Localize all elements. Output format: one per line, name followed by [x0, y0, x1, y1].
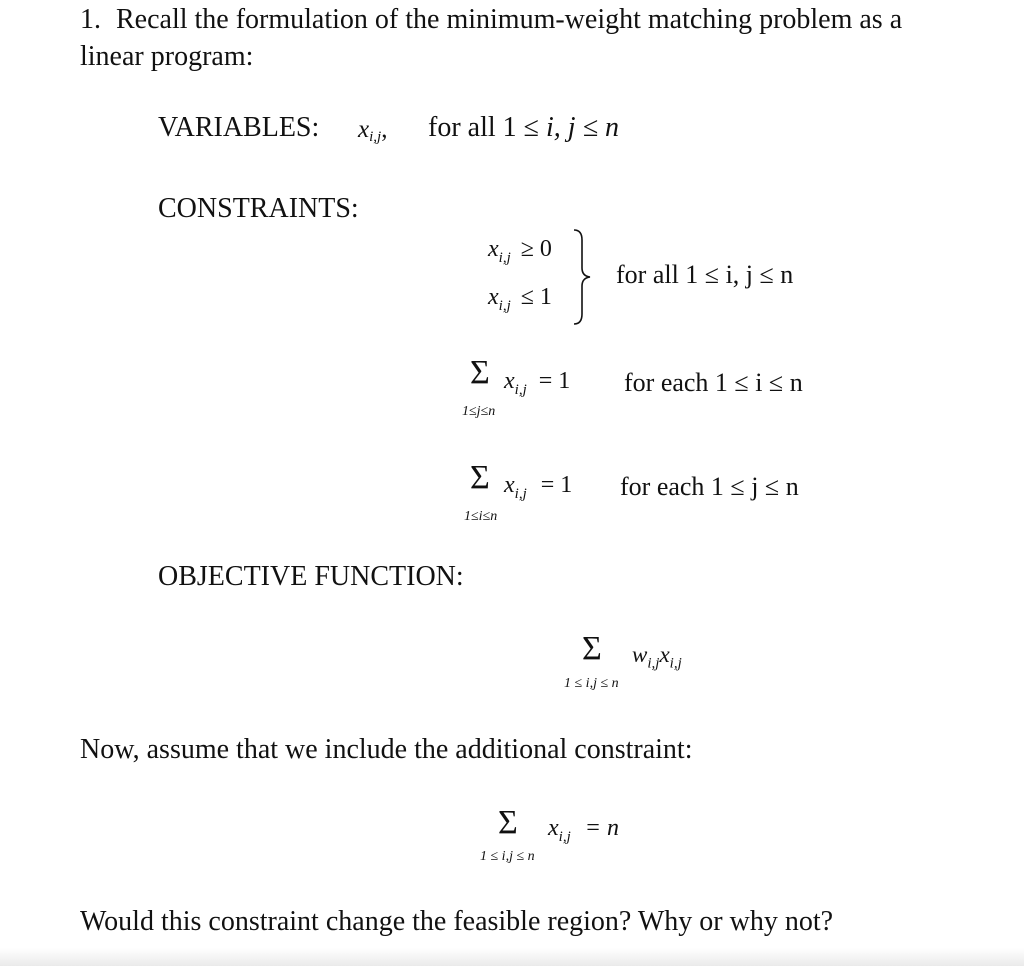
variables-range-end: ≤ n [575, 112, 619, 143]
sigma-symbol: Σ [470, 459, 490, 496]
row-sum-constraint [470, 354, 490, 392]
col-sum-index: 1≤i≤n [464, 509, 498, 524]
additional-term [548, 815, 619, 846]
objective-sum [582, 630, 602, 668]
sigma-symbol: Σ [582, 630, 602, 667]
col-sum-range: for each 1 ≤ j ≤ n [620, 472, 799, 501]
problem-number: 1. [80, 4, 101, 35]
additional-var: x [548, 815, 559, 841]
variables-label: VARIABLES: [158, 112, 320, 143]
constraint-upper-sub: i,j [498, 297, 511, 314]
objective-var-sub: i,j [669, 655, 682, 672]
col-sum-rel: = 1 [540, 472, 573, 498]
constraint-nonneg-sub: i,j [498, 249, 511, 266]
objective-var: x [659, 642, 670, 667]
constraint-bounds-range: for all 1 ≤ i, j ≤ n [616, 260, 794, 289]
constraint-nonneg-rel: ≥ 0 [520, 236, 552, 262]
right-brace-icon [568, 228, 598, 326]
additional-text: Now, assume that we include the additional constraint: [80, 734, 693, 765]
objective-label: OBJECTIVE FUNCTION: [158, 561, 464, 592]
variables-range-text: for all 1 ≤ [428, 112, 547, 143]
additional-sub: i,j [558, 828, 571, 845]
additional-index: 1 ≤ i,j ≤ n [480, 849, 535, 864]
objective-weight-sub: i,j [647, 655, 660, 672]
variable-x: x [358, 116, 370, 143]
objective-term [632, 642, 682, 673]
additional-rel: = n [584, 815, 619, 841]
constraint-upper-rel: ≤ 1 [520, 284, 552, 310]
problem-intro-line2: linear program: [80, 41, 254, 72]
col-sum-term [504, 472, 572, 503]
row-sum-sub: i,j [514, 381, 527, 398]
additional-sum [498, 804, 518, 842]
constraint-upper [488, 284, 552, 315]
variable-comma: , [381, 116, 388, 143]
problem-intro-line1 [80, 4, 902, 36]
col-sum-constraint [470, 459, 490, 497]
constraint-nonneg-var: x [488, 236, 499, 262]
row-sum-rel: = 1 [538, 368, 571, 394]
sigma-symbol: Σ [498, 804, 518, 841]
sigma-symbol: Σ [470, 354, 490, 391]
row-sum-range: for each 1 ≤ i ≤ n [624, 368, 803, 397]
row-sum-index: 1≤j≤n [462, 404, 496, 419]
constraint-upper-var: x [488, 284, 499, 310]
page-bottom-edge [0, 948, 1024, 966]
variables-expression [358, 116, 387, 146]
objective-index: 1 ≤ i,j ≤ n [564, 676, 619, 691]
question-text: Would this constraint change the feasible region? Why or why not? [80, 906, 834, 937]
col-sum-var: x [504, 472, 515, 498]
constraints-label: CONSTRAINTS: [158, 193, 359, 224]
row-sum-var: x [504, 368, 515, 394]
objective-weight: w [632, 642, 648, 667]
constraint-nonneg [488, 236, 552, 267]
col-sum-sub: i,j [514, 485, 527, 502]
variables-range [428, 112, 619, 144]
row-sum-term [504, 368, 570, 399]
problem-intro-text: Recall the formulation of the minimum-weight matching problem as a [116, 4, 903, 35]
variable-subscript: i,j [369, 129, 382, 146]
variables-range-vars: i, j [546, 112, 576, 143]
